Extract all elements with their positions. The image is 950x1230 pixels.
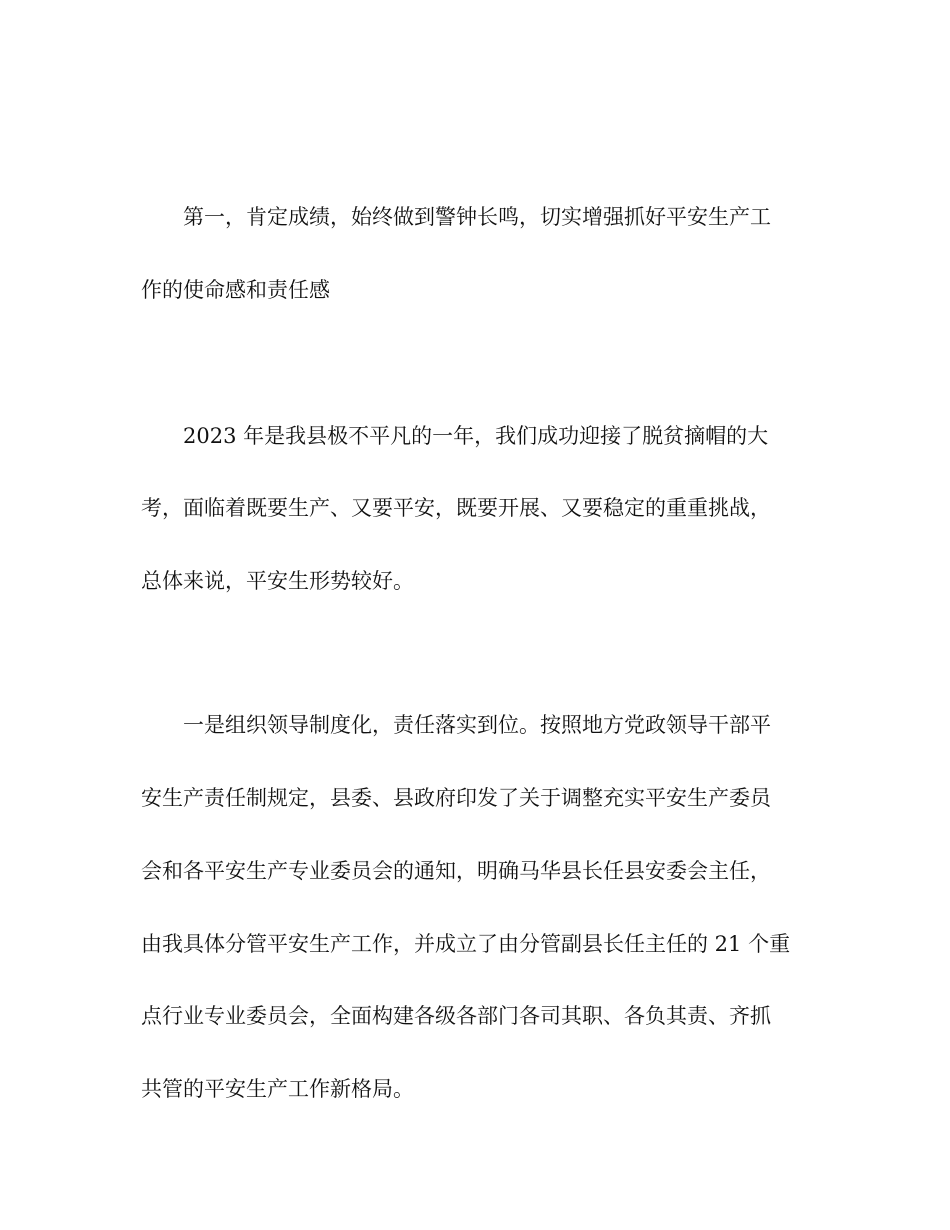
paragraph-line: 会和各平安生产专业委员会的通知，明确马华县长任县安委会主任， bbox=[141, 859, 771, 883]
heading-line: 作的使命感和责任感 bbox=[141, 278, 330, 302]
paragraph-line: 总体来说，平安生形势较好。 bbox=[141, 569, 414, 593]
paragraph-line: 由我具体分管平安生产工作，并成立了由分管副县长任主任的 21 个重 bbox=[141, 932, 791, 956]
paragraph-line: 点行业专业委员会，全面构建各级各部门各司其职、各负其责、齐抓 bbox=[141, 1004, 771, 1028]
heading-line: 第一，肯定成绩，始终做到警钟长鸣，切实增强抓好平安生产工 bbox=[183, 205, 771, 229]
paragraph-line: 考，面临着既要生产、又要平安，既要开展、又要稳定的重重挑战， bbox=[141, 496, 771, 520]
paragraph-line: 安生产责任制规定，县委、县政府印发了关于调整充实平安生产委员 bbox=[141, 786, 771, 810]
paragraph-line: 一是组织领导制度化，责任落实到位。按照地方党政领导干部平 bbox=[183, 713, 771, 737]
paragraph-line: 2023 年是我县极不平凡的一年，我们成功迎接了脱贫摘帽的大 bbox=[183, 424, 769, 448]
paragraph-line: 共管的平安生产工作新格局。 bbox=[141, 1077, 414, 1101]
